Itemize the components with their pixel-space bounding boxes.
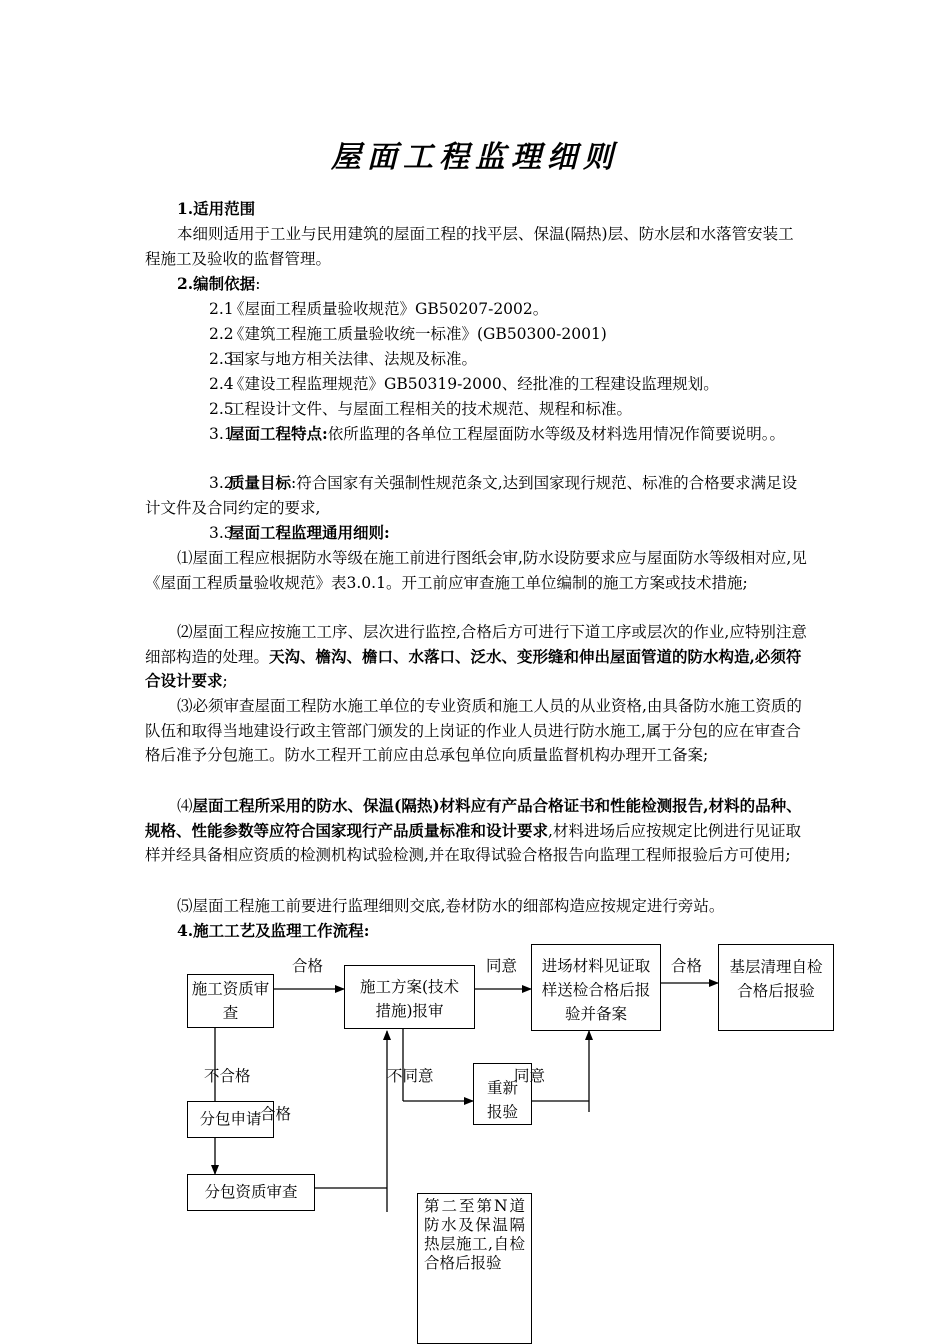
box-qualification-review: 施工资质审查 [187,974,274,1028]
box-layer-construction: 第二至第N道防水及保温隔热层施工,自检合格后报验 [417,1193,532,1344]
general-rules-heading: 3.3屋面工程监理通用细则: [209,523,390,542]
rule-2: ⑵屋面工程应按施工工序、层次进行监控,合格后方可进行下道工序或层次的作业,应特别注意细部构造的处理。天沟、檐沟、檐口、水落口、泛水、变形缝和伸出屋面管道的防水构造,必须符合设计要求; [145,623,807,690]
basis-item: 2.2《建筑工程施工质量验收统一标准》(GB50300-2001) [209,325,607,343]
page-title: 屋面工程监理细则 [331,140,619,175]
rule-4: ⑷屋面工程所采用的防水、保温(隔热)材料应有产品合格证书和性能检测报告,材料的品种、规格、性能参数等应符合国家现行产品质量标准和设计要求,材料进场后应按规定比例进行见证取样并经具备相应资质的检测机构试验检测,并在取得试验合格报告向监理工程师报验后方可使用; [145,796,802,864]
label-pass: 合格 [671,957,703,975]
label-pass: 合格 [260,1105,292,1123]
section-4-heading: 4.施工工艺及监理工作流程: [177,921,370,940]
box-subcontract-apply: 分包申请 [187,1101,274,1138]
rule-1: ⑴屋面工程应根据防水等级在施工前进行图纸会审,防水设防要求应与屋面防水等级相对应,见《屋面工程质量验收规范》表3.0.1。开工前应审查施工单位编制的施工方案或技术措施; [145,549,807,592]
basis-item: 2.1《屋面工程质量验收规范》GB50207-2002。 [209,300,549,318]
rule-3: ⑶必须审查屋面工程防水施工单位的专业资质和施工人员的从业资格,由具备防水施工资质的队伍和取得当地建设行政主管部门颁发的上岗证的作业人员进行防水施工,属于分包的应在审查合格后准予分包施工。防水工程开工前应由总承包单位向质量监督机构办理开工备案; [145,697,802,764]
box-material-sampling: 进场材料见证取样送检合格后报验并备案 [531,944,661,1031]
box-base-cleaning: 基层清理自检合格后报验 [718,944,834,1031]
rule-5: ⑸屋面工程施工前要进行监理细则交底,卷材防水的细部构造应按规定进行旁站。 [177,897,725,915]
label-pass: 合格 [292,957,324,975]
label-agree: 同意 [486,957,518,975]
section-1-text: 本细则适用于工业与民用建筑的屋面工程的找平层、保温(隔热)层、防水层和水落管安装工程施工及验收的监督管理。 [145,225,794,268]
basis-item: 2.4《建设工程监理规范》GB50319-2000、经批准的工程建设监理规划。 [209,375,719,393]
roof-features: 3.1屋面工程特点:依所监理的各单位工程屋面防水等级及材料选用情况作简要说明。。 [209,424,786,443]
box-subcontract-qualification: 分包资质审查 [187,1174,315,1211]
label-agree: 同意 [514,1067,546,1085]
quality-goal: 3.2质量目标:符合国家有关强制性规范条文,达到国家现行规范、标准的合格要求满足设计文件及合同约定的要求, [145,473,798,517]
label-disagree: 不同意 [387,1067,434,1085]
box-resubmit: 重新报验 [473,1063,532,1125]
label-fail: 不合格 [204,1067,251,1085]
basis-item: 2.3国家与地方相关法律、法规及标准。 [209,350,478,368]
box-construction-plan: 施工方案(技术措施)报审 [344,965,475,1029]
section-1-heading: 1.适用范围 [177,199,256,218]
section-2-heading: 2.编制依据: [177,274,261,293]
basis-item: 2.5工程设计文件、与屋面工程相关的技术规范、规程和标准。 [209,400,633,418]
